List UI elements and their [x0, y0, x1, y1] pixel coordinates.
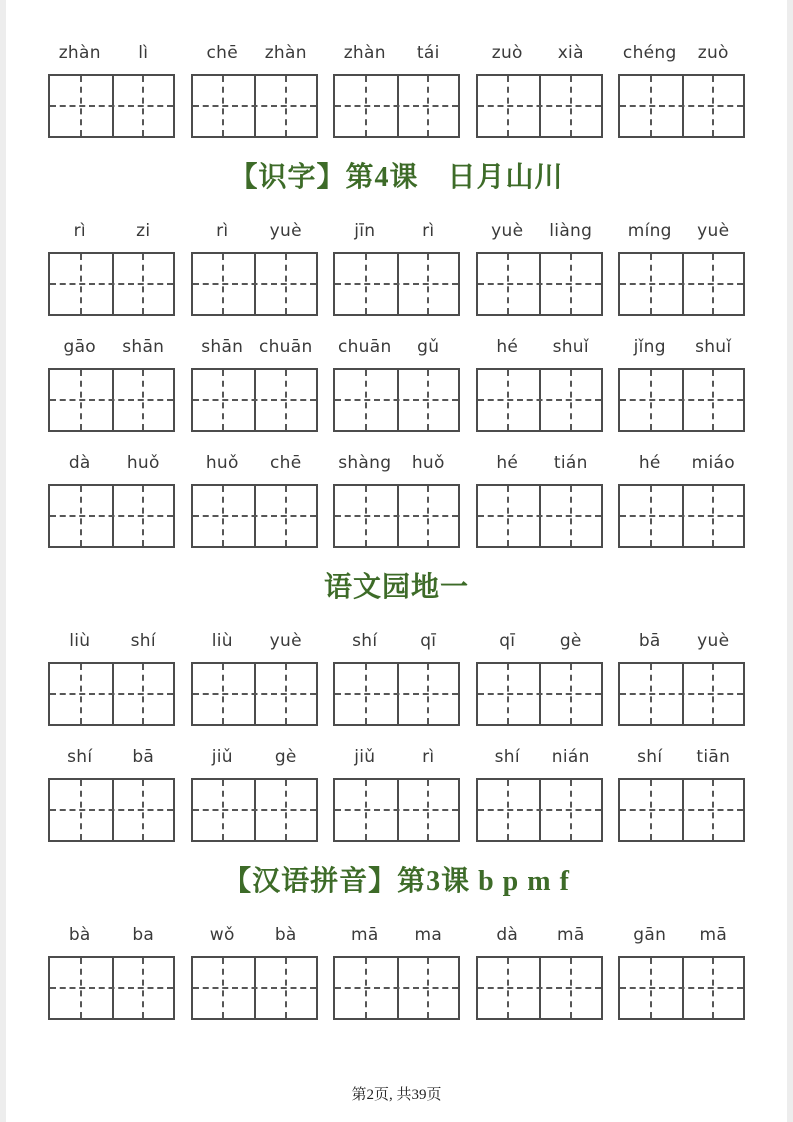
grid-cell-right	[254, 780, 316, 840]
pinyin-label: hé	[496, 337, 519, 357]
character-grid	[333, 778, 460, 842]
character-grid	[191, 368, 318, 432]
pinyin-pair	[48, 924, 175, 946]
pinyin-label: jǐng	[633, 337, 666, 357]
character-grid	[476, 778, 603, 842]
grid-cell-left	[620, 254, 682, 314]
character-grid	[476, 956, 603, 1020]
character-grid	[191, 956, 318, 1020]
grid-cell-right	[682, 370, 744, 430]
pinyin-pair	[618, 924, 745, 946]
character-grid	[618, 368, 745, 432]
grid-cell-left	[50, 76, 112, 136]
pinyin-pair	[476, 336, 603, 358]
grid-cell-right	[682, 486, 744, 546]
grid-cell-left	[335, 958, 397, 1018]
grid-cell-left	[193, 76, 255, 136]
grid-row	[48, 368, 745, 432]
grid-cell-right	[397, 958, 459, 1018]
pinyin-label: chuān	[258, 337, 313, 357]
grid-cell-left	[193, 780, 255, 840]
grid-cell-right	[254, 664, 316, 724]
character-grid	[48, 956, 175, 1020]
character-grid	[476, 662, 603, 726]
pinyin-row	[48, 630, 745, 652]
word-row	[48, 452, 745, 548]
section-heading: 语文园地一	[323, 572, 469, 603]
pinyin-label: bā	[132, 747, 155, 767]
pinyin-pair	[333, 746, 460, 768]
character-grid	[333, 74, 460, 138]
grid-cell-left	[50, 370, 112, 430]
grid-cell-left	[620, 664, 682, 724]
pinyin-label: yuè	[269, 221, 302, 241]
pinyin-label: miáo	[691, 453, 735, 473]
pinyin-label: gān	[633, 925, 667, 945]
character-grid	[333, 484, 460, 548]
pinyin-pair	[476, 630, 603, 652]
character-grid	[191, 74, 318, 138]
pinyin-label: shí	[67, 747, 93, 767]
pinyin-label: huǒ	[205, 453, 239, 473]
grid-cell-right	[254, 254, 316, 314]
word-row	[48, 924, 745, 1020]
grid-cell-left	[478, 664, 540, 724]
pinyin-label: nián	[551, 747, 590, 767]
pinyin-pair	[333, 452, 460, 474]
grid-cell-left	[478, 254, 540, 314]
character-grid	[476, 484, 603, 548]
grid-cell-left	[620, 76, 682, 136]
character-grid	[48, 74, 175, 138]
grid-cell-left	[620, 486, 682, 546]
character-grid	[333, 956, 460, 1020]
character-grid	[618, 778, 745, 842]
section-heading: 【汉语拼音】第3课 b p m f	[223, 866, 570, 897]
grid-cell-left	[478, 76, 540, 136]
grid-cell-left	[50, 664, 112, 724]
pinyin-pair	[618, 220, 745, 242]
section-heading: 【识字】第4课 日月山川	[229, 162, 564, 193]
grid-row	[48, 484, 745, 548]
pinyin-label: zi	[136, 221, 151, 241]
pinyin-label: tái	[416, 43, 440, 63]
grid-cell-right	[539, 664, 601, 724]
pinyin-pair	[333, 220, 460, 242]
grid-cell-right	[112, 664, 174, 724]
grid-row	[48, 956, 745, 1020]
grid-cell-right	[112, 958, 174, 1018]
pinyin-label: shān	[201, 337, 244, 357]
grid-cell-left	[50, 780, 112, 840]
pinyin-label: huǒ	[126, 453, 160, 473]
grid-cell-right	[254, 370, 316, 430]
grid-cell-left	[620, 958, 682, 1018]
grid-cell-right	[539, 486, 601, 546]
pinyin-pair	[191, 630, 318, 652]
grid-cell-left	[193, 486, 255, 546]
pinyin-label: xià	[557, 43, 584, 63]
character-grid	[618, 74, 745, 138]
pinyin-label: zuò	[491, 43, 523, 63]
pinyin-label: yuè	[697, 631, 730, 651]
pinyin-label: mā	[556, 925, 585, 945]
pinyin-pair	[333, 336, 460, 358]
grid-cell-right	[112, 486, 174, 546]
pinyin-label: míng	[627, 221, 672, 241]
grid-cell-left	[335, 780, 397, 840]
word-row	[48, 42, 745, 138]
character-grid	[618, 484, 745, 548]
grid-cell-left	[335, 254, 397, 314]
pinyin-label: gǔ	[417, 337, 440, 357]
character-grid	[48, 368, 175, 432]
character-grid	[333, 252, 460, 316]
pinyin-label: rì	[73, 221, 86, 241]
grid-cell-right	[682, 664, 744, 724]
pinyin-pair	[191, 42, 318, 64]
grid-cell-right	[539, 958, 601, 1018]
pinyin-label: liù	[211, 631, 233, 651]
pinyin-label: ma	[414, 925, 443, 945]
character-grid	[48, 252, 175, 316]
page-edge-left	[0, 0, 6, 1122]
grid-cell-left	[193, 664, 255, 724]
pinyin-label: qī	[499, 631, 516, 651]
character-grid	[48, 484, 175, 548]
pinyin-label: wǒ	[209, 925, 235, 945]
grid-cell-right	[682, 958, 744, 1018]
pinyin-pair	[191, 746, 318, 768]
grid-cell-left	[193, 254, 255, 314]
pinyin-label: bà	[68, 925, 91, 945]
pinyin-label: shí	[494, 747, 520, 767]
pinyin-pair	[618, 630, 745, 652]
grid-row	[48, 662, 745, 726]
pinyin-label: rì	[216, 221, 229, 241]
character-grid	[476, 74, 603, 138]
character-grid	[191, 662, 318, 726]
grid-cell-right	[682, 76, 744, 136]
pinyin-pair	[333, 630, 460, 652]
grid-cell-right	[539, 254, 601, 314]
pinyin-label: liàng	[549, 221, 593, 241]
grid-cell-right	[397, 254, 459, 314]
grid-cell-right	[112, 76, 174, 136]
pinyin-pair	[476, 42, 603, 64]
grid-cell-left	[50, 254, 112, 314]
grid-cell-left	[335, 486, 397, 546]
grid-cell-right	[254, 958, 316, 1018]
character-grid	[618, 662, 745, 726]
pinyin-label: jiǔ	[354, 747, 376, 767]
grid-cell-right	[112, 780, 174, 840]
grid-cell-left	[478, 958, 540, 1018]
grid-row	[48, 778, 745, 842]
pinyin-label: chuān	[337, 337, 392, 357]
character-grid	[618, 956, 745, 1020]
grid-row	[48, 74, 745, 138]
pinyin-pair	[333, 42, 460, 64]
pinyin-row	[48, 220, 745, 242]
pinyin-label: rì	[422, 747, 435, 767]
pinyin-label: yuè	[491, 221, 524, 241]
character-grid	[476, 368, 603, 432]
grid-cell-left	[620, 780, 682, 840]
grid-cell-left	[193, 370, 255, 430]
grid-row	[48, 252, 745, 316]
pinyin-label: gāo	[63, 337, 96, 357]
pinyin-pair	[191, 336, 318, 358]
pinyin-label: shàng	[338, 453, 392, 473]
pinyin-label: hé	[638, 453, 661, 473]
pinyin-label: hé	[496, 453, 519, 473]
character-grid	[333, 368, 460, 432]
grid-cell-left	[620, 370, 682, 430]
pinyin-row	[48, 746, 745, 768]
pinyin-label: jīn	[354, 221, 376, 241]
character-grid	[48, 662, 175, 726]
pinyin-label: tiān	[696, 747, 731, 767]
pinyin-pair	[333, 924, 460, 946]
grid-cell-left	[193, 958, 255, 1018]
grid-cell-left	[478, 486, 540, 546]
pinyin-row	[48, 336, 745, 358]
pinyin-label: zhàn	[264, 43, 307, 63]
word-row	[48, 746, 745, 842]
pinyin-label: shí	[637, 747, 663, 767]
pinyin-pair	[618, 42, 745, 64]
pinyin-label: liù	[69, 631, 91, 651]
page-number: 第2页, 共39页	[351, 1087, 442, 1103]
grid-cell-left	[335, 370, 397, 430]
pinyin-label: tián	[553, 453, 588, 473]
pinyin-pair	[48, 630, 175, 652]
pinyin-label: dà	[496, 925, 519, 945]
pinyin-pair	[48, 746, 175, 768]
pinyin-pair	[48, 452, 175, 474]
pinyin-row	[48, 924, 745, 946]
grid-cell-right	[539, 76, 601, 136]
pinyin-label: shuǐ	[695, 337, 732, 357]
pinyin-label: yuè	[697, 221, 730, 241]
pinyin-label: dà	[68, 453, 91, 473]
grid-cell-right	[682, 780, 744, 840]
pinyin-label: shān	[122, 337, 165, 357]
pinyin-pair	[191, 220, 318, 242]
pinyin-label: zhàn	[343, 43, 386, 63]
pinyin-pair	[618, 746, 745, 768]
pinyin-pair	[618, 452, 745, 474]
grid-cell-right	[254, 486, 316, 546]
grid-cell-right	[397, 370, 459, 430]
grid-cell-right	[397, 76, 459, 136]
pinyin-pair	[476, 924, 603, 946]
pinyin-pair	[476, 220, 603, 242]
pinyin-label: huǒ	[411, 453, 445, 473]
grid-cell-right	[682, 254, 744, 314]
character-grid	[191, 484, 318, 548]
grid-cell-left	[50, 486, 112, 546]
pinyin-pair	[48, 220, 175, 242]
pinyin-pair	[191, 452, 318, 474]
pinyin-label: yuè	[269, 631, 302, 651]
grid-cell-right	[397, 780, 459, 840]
grid-cell-right	[254, 76, 316, 136]
character-grid	[48, 778, 175, 842]
grid-cell-left	[50, 958, 112, 1018]
grid-cell-right	[539, 780, 601, 840]
character-grid	[476, 252, 603, 316]
pinyin-label: bà	[274, 925, 297, 945]
grid-cell-right	[539, 370, 601, 430]
pinyin-label: gè	[559, 631, 582, 651]
grid-cell-left	[335, 76, 397, 136]
pinyin-pair	[476, 452, 603, 474]
pinyin-pair	[48, 336, 175, 358]
pinyin-label: chē	[206, 43, 238, 63]
word-row	[48, 220, 745, 316]
pinyin-label: gè	[274, 747, 297, 767]
word-row	[48, 336, 745, 432]
character-grid	[191, 252, 318, 316]
pinyin-label: chē	[270, 453, 302, 473]
grid-cell-left	[478, 370, 540, 430]
pinyin-label: zhàn	[58, 43, 101, 63]
character-grid	[618, 252, 745, 316]
pinyin-label: jiǔ	[211, 747, 233, 767]
pinyin-pair	[48, 42, 175, 64]
page-edge-right	[787, 0, 793, 1122]
pinyin-row	[48, 42, 745, 64]
pinyin-label: mā	[350, 925, 379, 945]
pinyin-pair	[476, 746, 603, 768]
word-row	[48, 630, 745, 726]
pinyin-label: bā	[638, 631, 661, 651]
character-grid	[333, 662, 460, 726]
grid-cell-right	[112, 254, 174, 314]
pinyin-label: shuǐ	[552, 337, 589, 357]
pinyin-label: qī	[420, 631, 437, 651]
pinyin-label: shí	[130, 631, 156, 651]
grid-cell-left	[478, 780, 540, 840]
pinyin-pair	[191, 924, 318, 946]
pinyin-label: shí	[352, 631, 378, 651]
grid-cell-right	[397, 486, 459, 546]
pinyin-label: ba	[132, 925, 155, 945]
pinyin-label: lì	[138, 43, 149, 63]
pinyin-row	[48, 452, 745, 474]
grid-cell-right	[112, 370, 174, 430]
character-grid	[191, 778, 318, 842]
pinyin-label: mā	[699, 925, 728, 945]
pinyin-label: zuò	[697, 43, 729, 63]
grid-cell-left	[335, 664, 397, 724]
pinyin-pair	[618, 336, 745, 358]
pinyin-label: chéng	[622, 43, 677, 63]
pinyin-label: rì	[422, 221, 435, 241]
grid-cell-right	[397, 664, 459, 724]
